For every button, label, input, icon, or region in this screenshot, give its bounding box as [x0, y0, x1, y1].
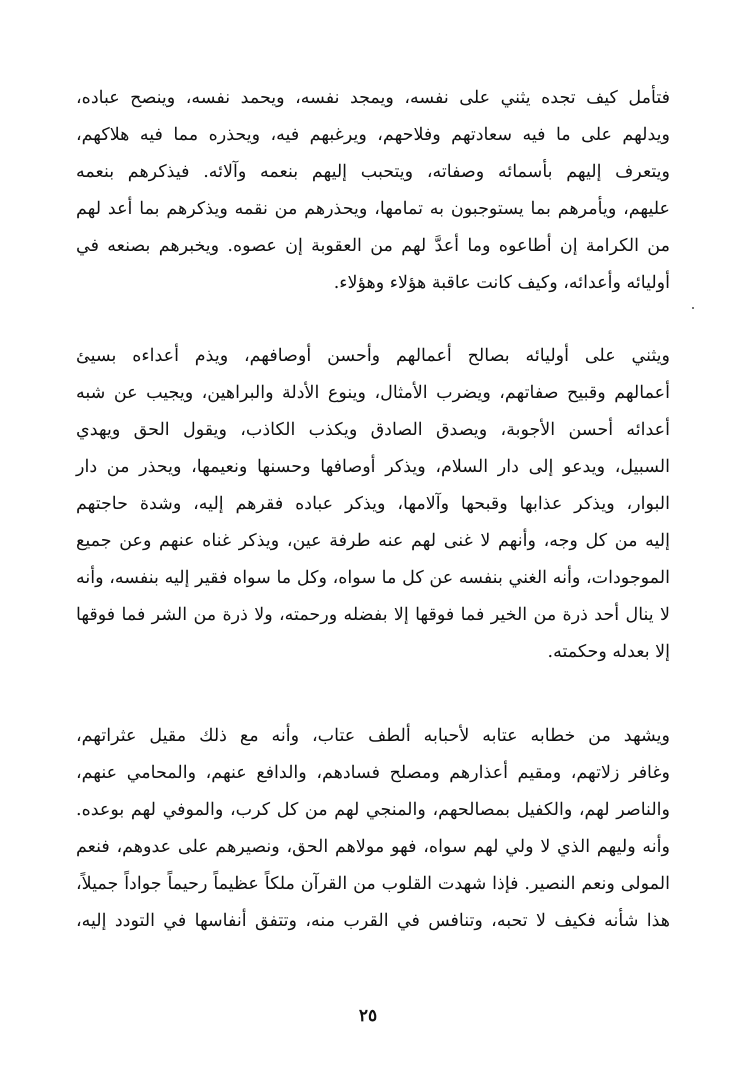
text-line: لا ينال أحد ذرة من الخير فما فوقها إلا بفضله ورحمته، ولا ذرة من الشر فما فوقها	[76, 605, 670, 625]
text-line: أعدائه أحسن الأجوبة، ويصدق الصادق ويكذب الكاذب، ويقول الحق ويهدي	[76, 420, 670, 440]
text-line: أوليائه وأعدائه، وكيف كانت عاقبة هؤلاء وهؤلاء.	[333, 273, 670, 293]
text-line: من الكرامة إن أطاعوه وما أعدَّ لهم من العقوبة إن عصوه. ويخبرهم بصنعه في	[76, 236, 670, 256]
text-line: الموجودات، وأنه الغني بنفسه عن كل ما سواه، وكل ما سواه فقير إليه بنفسه، وأنه	[76, 568, 670, 588]
text-line: إلا بعدله وحكمته.	[547, 642, 670, 662]
paragraph-3	[76, 718, 670, 940]
text-line: ويثني على أوليائه بصالح أعمالهم وأحسن أوصافهم، ويذم أعداءه بسيئ	[76, 346, 670, 366]
text-line: هذا شأنه فكيف لا تحبه، وتنافس في القرب منه، وتتفق أنفاسها في التودد إليه،	[76, 911, 670, 931]
paragraph-1	[76, 80, 670, 302]
text-line: البوار، ويذكر عذابها وقبحها وآلامها، ويذكر عباده فقرهم إليه، وشدة حاجتهم	[76, 494, 670, 514]
text-line: وأنه وليهم الذي لا ولي لهم سواه، فهو مولاهم الحق، ونصيرهم على عدوهم، فنعم	[76, 837, 670, 857]
text-line: فتأمل كيف تجده يثني على نفسه، ويمجد نفسه، ويحمد نفسه، وينصح عباده،	[76, 88, 670, 108]
page-number: ٢٥	[358, 1006, 378, 1026]
text-line: عليهم، ويأمرهم بما يستوجبون به تمامها، ويحذرهم من نقمه ويذكرهم بما أعد لهم	[76, 199, 670, 219]
text-line: ويشهد من خطابه عتابه لأحبابه ألطف عتاب، وأنه مع ذلك مقيل عثراتهم،	[76, 726, 670, 746]
paragraph-2	[76, 338, 670, 671]
print-speck	[692, 307, 694, 309]
text-line: ويتعرف إليهم بأسمائه وصفاته، ويتحبب إليهم بنعمه وآلائه. فيذكرهم بنعمه	[76, 162, 670, 182]
text-line: أعمالهم وقبيح صفاتهم، ويضرب الأمثال، وينوع الأدلة والبراهين، ويجيب عن شبه	[76, 383, 670, 403]
text-line: والناصر لهم، والكفيل بمصالحهم، والمنجي لهم من كل كرب، والموفي لهم بوعده.	[76, 800, 670, 820]
text-line: المولى ونعم النصير. فإذا شهدت القلوب من القرآن ملكاً عظيماً رحيماً جواداً جميلاً،	[76, 874, 670, 894]
text-line: ويدلهم على ما فيه سعادتهم وفلاحهم، ويرغبهم فيه، ويحذره مما فيه هلاكهم،	[76, 125, 670, 145]
text-line: السبيل، ويدعو إلى دار السلام، ويذكر أوصافها وحسنها ونعيمها، ويحذر من دار	[76, 457, 670, 477]
text-line: وغافر زلاتهم، ومقيم أعذارهم ومصلح فسادهم، والدافع عنهم، والمحامي عنهم،	[76, 763, 670, 783]
text-line: إليه من كل وجه، وأنهم لا غنى لهم عنه طرفة عين، ويذكر غناه عنهم وعن جميع	[76, 531, 670, 551]
